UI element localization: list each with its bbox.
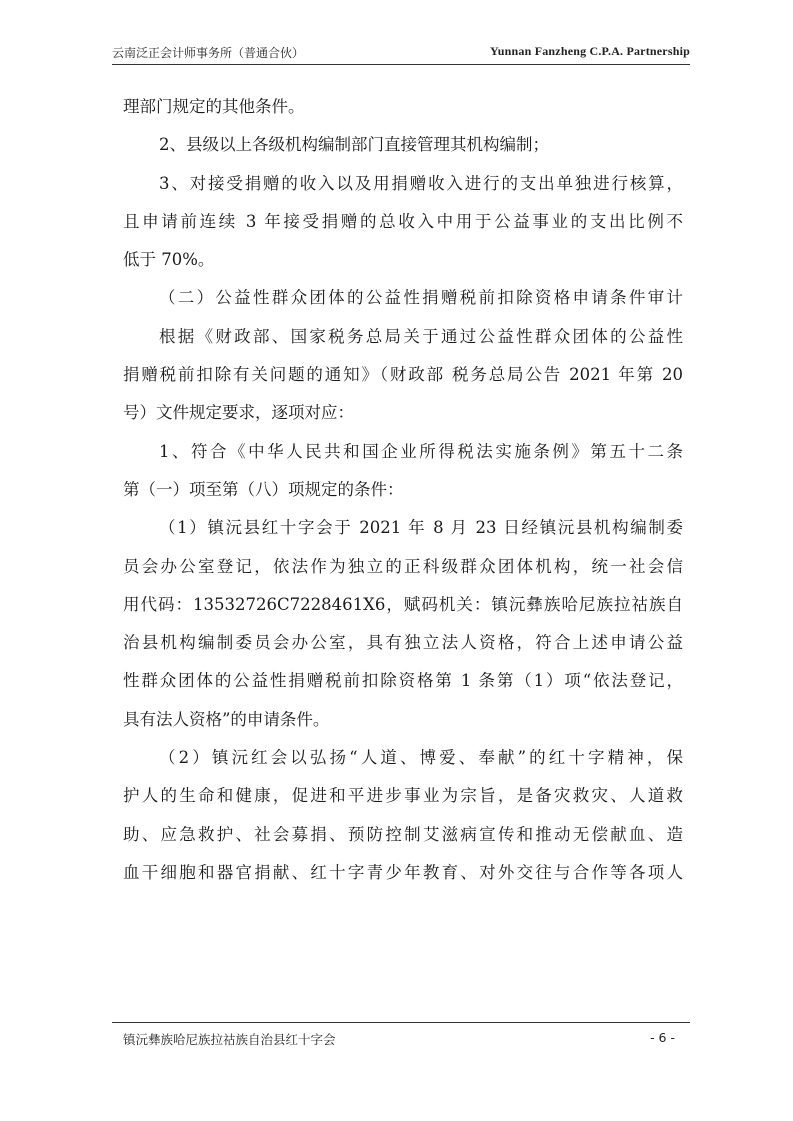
header-firm-name-cn: 云南泛正会计师事务所（普通合伙）: [112, 46, 305, 60]
text-line: 3、对接受捐赠的收入以及用捐赠收入进行的支出单独进行核算，: [159, 173, 683, 193]
text-line: 第（一）项至第（八）项规定的条件：: [123, 479, 404, 499]
text-line: 号）文件规定要求，逐项对应：: [123, 403, 354, 423]
document-body: [123, 88, 683, 892]
text-line: （二）公益性群众团体的公益性捐赠税前扣除资格申请条件审计: [159, 288, 683, 308]
text-line: 血干细胞和器官捐献、红十字青少年教育、对外交往与合作等各项人: [123, 862, 683, 882]
text-line: 治县机构编制委员会办公室，具有独立法人资格，符合上述申请公益: [123, 633, 683, 653]
footer-organization-name: 镇沅彝族哈尼族拉祜族自治县红十字会: [123, 1032, 336, 1047]
text-line: 低于 70%。: [123, 250, 215, 270]
page-header: [112, 40, 690, 62]
text-line: （2）镇沅红会以弘扬“人道、博爱、奉献”的红十字精神，保: [159, 748, 683, 768]
text-line: 具有法人资格”的申请条件。: [123, 709, 330, 729]
text-line: （1）镇沅县红十字会于 2021 年 8 月 23 日经镇沅县机构编制委: [159, 518, 683, 538]
text-line: 2、县级以上各级机构编制部门直接管理其机构编制；: [159, 135, 549, 155]
text-line: 且申请前连续 3 年接受捐赠的总收入中用于公益事业的支出比例不: [123, 211, 683, 231]
header-firm-name-en: Yunnan Fanzheng C.P.A. Partnership: [490, 44, 690, 58]
text-line: 员会办公室登记，依法作为独立的正科级群众团体机构，统一社会信: [123, 556, 683, 576]
text-line: 捐赠税前扣除有关问题的通知》（财政部 税务总局公告 2021 年第 20: [123, 365, 683, 385]
text-line: 助、应急救护、社会募捐、预防控制艾滋病宣传和推动无偿献血、造: [123, 824, 683, 844]
text-line: 1、符合《中华人民共和国企业所得税法实施条例》第五十二条: [159, 441, 683, 461]
footer-divider: [112, 1022, 690, 1023]
text-line: 护人的生命和健康，促进和平进步事业为宗旨，是备灾救灾、人道救: [123, 786, 683, 806]
text-line: 性群众团体的公益性捐赠税前扣除资格第 1 条第（1）项“依法登记，: [123, 671, 683, 691]
text-line: 根据《财政部、国家税务总局关于通过公益性群众团体的公益性: [159, 326, 683, 346]
header-divider: [112, 64, 690, 65]
text-line: 理部门规定的其他条件。: [123, 97, 305, 116]
page-number: - 6 -: [650, 1030, 675, 1045]
text-line: 用代码：13532726C7228461X6，赋码机关：镇沅彝族哈尼族拉祜族自: [123, 594, 683, 614]
